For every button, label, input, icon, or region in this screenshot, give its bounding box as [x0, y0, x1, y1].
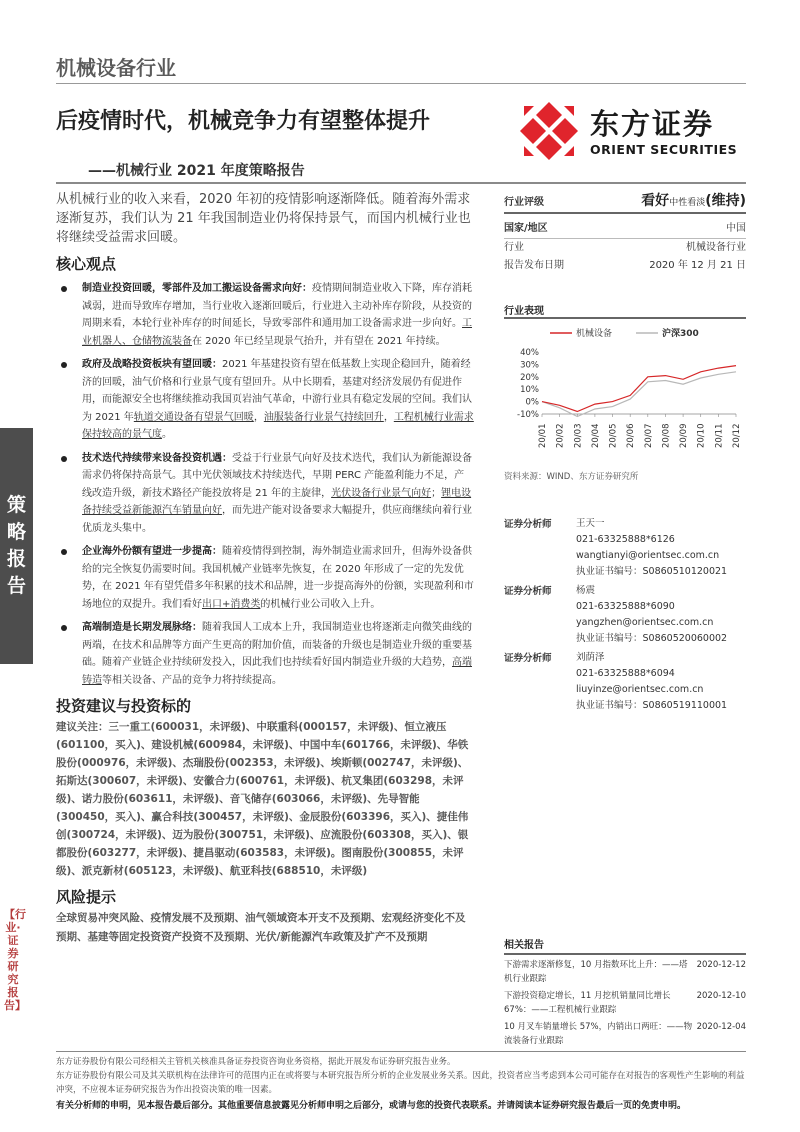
bullet-highlight: 光伏设备行业景气向好 [331, 487, 432, 499]
bullet-heading: 高端制造是长期发展脉络： [82, 622, 202, 633]
risk-title: 风险提示 [56, 888, 117, 906]
bullet-highlight: 轨道交通设备有望景气回暖 [133, 411, 254, 423]
side-tab-char: 策 [6, 494, 26, 516]
y-tick-label: 40% [520, 348, 539, 358]
analyst-list [504, 516, 746, 717]
info-key: 国家/地区 [504, 223, 548, 234]
bullet-text: 随着我国人工成本上升，我国制造业也将逐渐走向微笑曲线的两端，在技术和品牌等方面产生更高的附加价值，而装备的升级也是制造业升级的重要基础。随着产业链企业持续研发投入，因此我们也持续看好国内制造业升级的大趋势， [82, 622, 472, 668]
analyst-name: 杨震 [576, 585, 596, 596]
related-report-title: 下游需求逐渐修复，10 月指数环比上升：——塔机行业跟踪 [504, 960, 688, 984]
side-tab-char: 告 [6, 575, 26, 597]
analyst-license: 执业证书编号：S0860510120021 [576, 566, 728, 577]
analyst-role: 证券分析师 [504, 586, 552, 597]
info-value: 机械设备行业 [686, 242, 746, 253]
bullet-text: 随着疫情得到控制，海外制造业需求回升，但海外设备供给的完全恢复仍需要时间。我国机械产业链率先恢复，在 2020 年形成了一定的先发优势，在 2021 年有望凭借多年积累的技术和品牌，进一步提高海外的份额，实现盈利和市场地位的双提升。我们看好 [82, 546, 474, 610]
orient-logo-icon [518, 100, 580, 162]
footer-notice: 有关分析师的申明，见本报告最后部分。其他重要信息披露见分析师申明之后部分，或请与您的投资代表联系。并请阅读本证券研究报告最后一页的免责申明。 [56, 1101, 687, 1111]
rating-note: 中性看淡 [669, 198, 706, 208]
analyst-license: 执业证书编号：S0860520060002 [576, 633, 728, 644]
investment-advice-text: 建议关注：三一重工(600031，未评级)、中联重科(000157，未评级)、恒立液压(601100，买入)、建设机械(600984，未评级)、中国中车(601766，未评级)、华铁股份(000976，未评级)、杰瑞股份(002353，未评级)、埃斯顿(002747，未评级)、拓斯达(300607，未评级)、安徽合力(600761，未评级)、杭叉集团(603298，未评级)、诺力股份(603611，未评级)、音飞储存(603066，未评级)、先导智能(300450，买入)、赢合科技(300457，未评级)、金辰股份(603396，买入)、捷佳伟创(300724，未评级)、迈为股份(300751，未评级)、应流股份(603308，买入)、银都股份(603277，未评级)、捷昌驱动(603583，未评级)。图南股份(300855，未评级)、派克新材(605123，未评级)、航亚科技(688510，未评级) [56, 721, 469, 877]
x-tick-label: 20/07 [643, 423, 654, 448]
intro-paragraph: 从机械行业的收入来看，2020 年初的疫情影响逐渐降低。随着海外需求逐渐复苏，我们认为 21 年我国制造业仍将保持景气，而国内机械行业也将继续受益需求回暖。 [56, 192, 471, 245]
bullet-highlight: 工程机械行业需求保持较高的景气度 [82, 411, 474, 440]
side-tab-char: 略 [6, 521, 26, 543]
header-divider [56, 83, 746, 84]
bullet-icon [61, 286, 67, 292]
logo-english-name: ORIENT SECURITIES [590, 142, 738, 157]
bullet-text: ， [253, 411, 264, 423]
logo-chinese-name: 东方证券 [590, 107, 715, 141]
report-subtitle: ——机械行业 2021 年度策略报告 [88, 163, 305, 179]
x-tick-label: 20/11 [714, 423, 725, 448]
performance-title: 行业表现 [504, 306, 544, 317]
performance-chart [504, 322, 746, 466]
info-row-industry [504, 239, 746, 257]
related-report-item[interactable] [504, 959, 746, 986]
bullet-text: ，而先进产能对设备要求大幅提升，供应商继续向着行业优质龙头集中。 [82, 505, 472, 534]
x-tick-label: 20/09 [679, 423, 690, 448]
info-value: 中国 [726, 223, 746, 234]
report-title: 后疫情时代，机械竞争力有望整体提升 [56, 109, 431, 134]
y-tick-label: 0% [525, 397, 539, 408]
analyst-license: 执业证书编号：S0860519110001 [576, 700, 728, 711]
industry-label: 机械设备行业 [56, 56, 176, 80]
legend-label: 沪深300 [662, 329, 699, 339]
bullet-highlight: 油服装备行业景气持续回升 [263, 411, 384, 423]
analyst-name: 刘荫泽 [576, 652, 605, 663]
side-tab-char: 报 [6, 548, 26, 570]
bullet-text: 受益于行业景气向好及技术迭代，我们认为新能源设备需求仍将保持高景气。其中光伏领域技术持续迭代，早期 PERC 产能盈利能力不足，产线改造升级，新技术路径产能投放将是 21 年的主旋律， [82, 452, 472, 499]
info-key: 行业 [504, 242, 524, 253]
rating-main: 看好 [641, 193, 670, 209]
performance-divider [504, 317, 746, 319]
analyst-name: 王天一 [576, 518, 605, 529]
related-report-item[interactable] [504, 990, 746, 1017]
report-category-vertical: 【行业·证券研究报告】 [4, 908, 26, 1012]
analyst-phone: 021-63325888*6094 [576, 668, 675, 679]
core-views-title: 核心观点 [56, 255, 117, 273]
bullet-heading: 技术迭代持续带来设备投资机遇： [82, 452, 232, 464]
bullet-text: 。 [162, 429, 172, 440]
x-tick-label: 20/05 [608, 423, 619, 448]
investment-advice-title: 投资建议与投资标的 [56, 697, 192, 715]
x-tick-label: 20/06 [626, 423, 637, 448]
risk-text: 全球贸易冲突风险、疫情发展不及预期、油气领域资本开支不及预期、宏观经济变化不及预期、基建等固定投资资产投资不及预期、光伏/新能源汽车政策及扩产不及预期 [56, 912, 466, 943]
title-divider [56, 182, 746, 184]
rating-row [504, 190, 746, 212]
x-tick-label: 20/03 [573, 423, 584, 448]
analyst-card [504, 583, 746, 647]
bullet-text: 疫情期间制造业收入下降，库存消耗减弱，进而导致库存增加，当行业收入逐渐回暖后，行业进入主动补库存阶段，从投资的周期来看，本轮行业补库存的时间延长，导致零部件和通用加工设备需求进一步向好。 [82, 283, 472, 329]
report-type-tab [0, 428, 33, 664]
rating-label: 行业评级 [504, 197, 544, 208]
bullet-heading: 政府及战略投资板块有望回暖： [82, 359, 222, 370]
x-tick-label: 20/01 [538, 423, 548, 448]
list-item [56, 619, 474, 689]
list-item [56, 356, 474, 444]
analyst-email[interactable]: yangzhen@orientsec.com.cn [576, 617, 714, 628]
info-key: 报告发布日期 [504, 260, 564, 271]
bullet-highlight: 出口+消费类 [202, 598, 261, 610]
bullet-text: ； [431, 487, 442, 499]
company-logo [518, 100, 746, 164]
core-views-list [56, 280, 474, 689]
bullet-highlight: 锂电设备持续受益新能源汽车销量向好 [82, 487, 472, 516]
related-report-date: 2020-12-10 [696, 991, 746, 1001]
rating-value [641, 190, 746, 210]
info-value: 2020 年 12 月 21 日 [649, 260, 746, 271]
bullet-icon [61, 456, 67, 462]
footer-line: 东方证券股份有限公司经相关主管机关核准具备证券投资咨询业务资格，据此开展发布证券研究报告业务。 [56, 1057, 456, 1067]
related-reports-title: 相关报告 [504, 936, 746, 955]
bullet-highlight: 工业机器人、仓储物流装备 [82, 318, 472, 347]
series-line [542, 366, 736, 412]
analyst-phone: 021-63325888*6126 [576, 534, 675, 545]
y-tick-label: 30% [520, 360, 539, 371]
related-report-title: 10 月叉车销量增长 57%，内销出口两旺：——物流装备行业跟踪 [504, 1022, 693, 1046]
list-item [56, 450, 474, 538]
bullet-text: ， [383, 411, 394, 423]
bullet-highlight: 高端铸造 [82, 657, 472, 686]
info-row-country [504, 220, 746, 238]
related-reports [504, 936, 746, 1048]
x-tick-label: 20/10 [696, 423, 707, 448]
bullet-text: 2021 年基建投资有望在低基数上实现企稳回升，随着经济的回暖，油气价格和行业景气度有望回升。从中长期看，基建对经济发展仍有促进作用，而能源安全也将继续推动我国页岩油气革命，中游行业具有稳定发展的空间。我们认为 2021 年 [82, 359, 472, 423]
x-tick-label: 20/12 [732, 423, 742, 448]
analyst-email[interactable]: liuyinze@orientsec.com.cn [576, 684, 704, 695]
bullet-heading: 制造业投资回暖，零部件及加工搬运设备需求向好： [82, 283, 312, 294]
list-item [56, 280, 474, 350]
x-tick-label: 20/02 [555, 423, 566, 448]
analyst-role: 证券分析师 [504, 653, 552, 664]
related-report-title: 下游投资稳定增长，11 月挖机销量同比增长 67%：——工程机械行业跟踪 [504, 991, 671, 1015]
legend-label: 机械设备 [576, 329, 613, 339]
bullet-text: 在 2020 年已经呈现景气抬升，并有望在 2021 年持续。 [192, 335, 446, 347]
y-tick-label: 20% [520, 372, 539, 383]
bullet-text: 等相关设备、产品的竞争力将持续提高。 [102, 674, 282, 686]
bullet-text: 的机械行业公司收入上升。 [260, 598, 381, 610]
bullet-heading: 企业海外份额有望进一步提高： [82, 546, 222, 557]
list-item [56, 543, 474, 613]
related-report-item[interactable] [504, 1021, 746, 1048]
info-row-date [504, 257, 746, 275]
x-tick-label: 20/08 [661, 423, 672, 448]
bullet-icon [61, 625, 67, 631]
rating-status: (维持) [705, 193, 746, 209]
related-report-date: 2020-12-12 [696, 960, 746, 970]
y-tick-label: -10% [517, 410, 539, 420]
bullet-icon [61, 549, 67, 555]
bullet-icon [61, 362, 67, 368]
x-tick-label: 20/04 [590, 423, 601, 448]
rating-panel [504, 190, 746, 275]
related-report-date: 2020-12-04 [696, 1022, 746, 1032]
main-content [56, 190, 474, 947]
analyst-card [504, 650, 746, 714]
footer-line: 东方证券股份有限公司及其关联机构在法律许可的范围内正在或将要与本研究报告所分析的企业发展业务关系。因此，投资者应当考虑到本公司可能存在对报告的客观性产生影响的利益冲突，不应视本证券研究报告为作出投资决策的唯一因素。 [56, 1071, 745, 1095]
analyst-role: 证券分析师 [504, 519, 552, 530]
y-tick-label: 10% [520, 385, 539, 396]
chart-source: 资料来源：WIND、东方证券研究所 [504, 472, 639, 482]
analyst-card [504, 516, 746, 580]
analyst-phone: 021-63325888*6090 [576, 601, 675, 612]
disclaimer-footer [56, 1051, 746, 1113]
analyst-email[interactable]: wangtianyi@orientsec.com.cn [576, 550, 720, 561]
